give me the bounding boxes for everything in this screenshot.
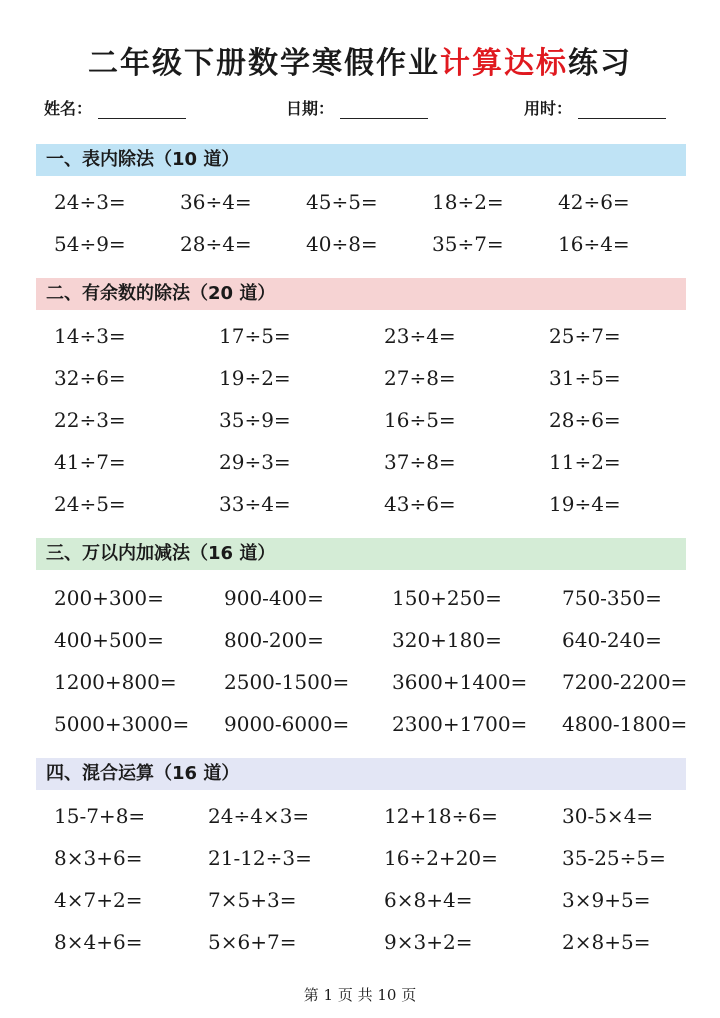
section-header-3: 三、万以内加减法（16 道） <box>36 538 686 570</box>
problem: 29÷3= <box>219 450 291 474</box>
problem: 19÷2= <box>219 366 291 390</box>
section-1-row-2 <box>0 232 720 262</box>
problem: 14÷3= <box>54 324 126 348</box>
problem: 2×8+5= <box>562 930 651 954</box>
problem: 2300+1700= <box>392 712 528 736</box>
problem: 16÷4= <box>558 232 630 256</box>
problem: 40÷8= <box>306 232 378 256</box>
problem: 7200-2200= <box>562 670 688 694</box>
name-field <box>44 96 186 119</box>
page-footer: 第 1 页 共 10 页 <box>303 986 417 1004</box>
time-blank[interactable] <box>578 102 666 119</box>
date-blank[interactable] <box>340 102 428 119</box>
problem: 17÷5= <box>219 324 291 348</box>
problem: 32÷6= <box>54 366 126 390</box>
problem: 43÷6= <box>384 492 456 516</box>
problem: 8×3+6= <box>54 846 143 870</box>
problem: 54÷9= <box>54 232 126 256</box>
problem: 24÷3= <box>54 190 126 214</box>
page-title <box>0 38 720 82</box>
problem: 30-5×4= <box>562 804 654 828</box>
section-header-2: 二、有余数的除法（20 道） <box>36 278 686 310</box>
problem: 25÷7= <box>549 324 621 348</box>
problem: 320+180= <box>392 628 502 652</box>
problem: 9000-6000= <box>224 712 350 736</box>
time-field <box>524 96 666 119</box>
problem: 45÷5= <box>306 190 378 214</box>
date-label: 日期： <box>286 99 335 118</box>
problem: 31÷5= <box>549 366 621 390</box>
section-3-row-3 <box>0 670 720 700</box>
problem: 35-25÷5= <box>562 846 666 870</box>
problem: 22÷3= <box>54 408 126 432</box>
name-label: 姓名： <box>44 99 93 118</box>
section-2-row-2 <box>0 366 720 396</box>
problem: 19÷4= <box>549 492 621 516</box>
problem: 4×7+2= <box>54 888 143 912</box>
problem: 640-240= <box>562 628 662 652</box>
section-2-row-3 <box>0 408 720 438</box>
title-part1: 二年级下册数学寒假作业 <box>88 46 440 81</box>
problem: 3600+1400= <box>392 670 528 694</box>
problem: 11÷2= <box>549 450 621 474</box>
section-2-row-5 <box>0 492 720 522</box>
problem: 2500-1500= <box>224 670 350 694</box>
title-part2: 练习 <box>568 46 632 81</box>
problem: 7×5+3= <box>208 888 297 912</box>
problem: 37÷8= <box>384 450 456 474</box>
problem: 35÷9= <box>219 408 291 432</box>
section-2-row-1 <box>0 324 720 354</box>
section-header-4: 四、混合运算（16 道） <box>36 758 686 790</box>
problem: 33÷4= <box>219 492 291 516</box>
problem: 900-400= <box>224 586 324 610</box>
date-field <box>286 96 428 119</box>
problem: 750-350= <box>562 586 662 610</box>
title-highlight: 计算达标 <box>440 46 568 81</box>
section-3-row-2 <box>0 628 720 658</box>
problem: 8×4+6= <box>54 930 143 954</box>
section-4-row-2 <box>0 846 720 876</box>
problem: 16÷2+20= <box>384 846 498 870</box>
section-4-row-3 <box>0 888 720 918</box>
problem: 12+18÷6= <box>384 804 498 828</box>
problem: 4800-1800= <box>562 712 688 736</box>
section-3-row-1 <box>0 586 720 616</box>
problem: 24÷4×3= <box>208 804 310 828</box>
problem: 16÷5= <box>384 408 456 432</box>
problem: 200+300= <box>54 586 164 610</box>
section-header-1: 一、表内除法（10 道） <box>36 144 686 176</box>
problem: 800-200= <box>224 628 324 652</box>
name-blank[interactable] <box>98 102 186 119</box>
problem: 3×9+5= <box>562 888 651 912</box>
problem: 28÷6= <box>549 408 621 432</box>
problem: 1200+800= <box>54 670 177 694</box>
problem: 36÷4= <box>180 190 252 214</box>
problem: 28÷4= <box>180 232 252 256</box>
problem: 5×6+7= <box>208 930 297 954</box>
problem: 41÷7= <box>54 450 126 474</box>
problem: 150+250= <box>392 586 502 610</box>
problem: 35÷7= <box>432 232 504 256</box>
problem: 42÷6= <box>558 190 630 214</box>
problem: 400+500= <box>54 628 164 652</box>
section-4-row-1 <box>0 804 720 834</box>
problem: 9×3+2= <box>384 930 473 954</box>
section-3-row-4 <box>0 712 720 742</box>
problem: 5000+3000= <box>54 712 190 736</box>
section-1-row-1 <box>0 190 720 220</box>
problem: 27÷8= <box>384 366 456 390</box>
section-4-row-4 <box>0 930 720 960</box>
problem: 15-7+8= <box>54 804 146 828</box>
problem: 6×8+4= <box>384 888 473 912</box>
problem: 24÷5= <box>54 492 126 516</box>
problem: 21-12÷3= <box>208 846 312 870</box>
problem: 18÷2= <box>432 190 504 214</box>
time-label: 用时： <box>524 99 573 118</box>
problem: 23÷4= <box>384 324 456 348</box>
section-2-row-4 <box>0 450 720 480</box>
